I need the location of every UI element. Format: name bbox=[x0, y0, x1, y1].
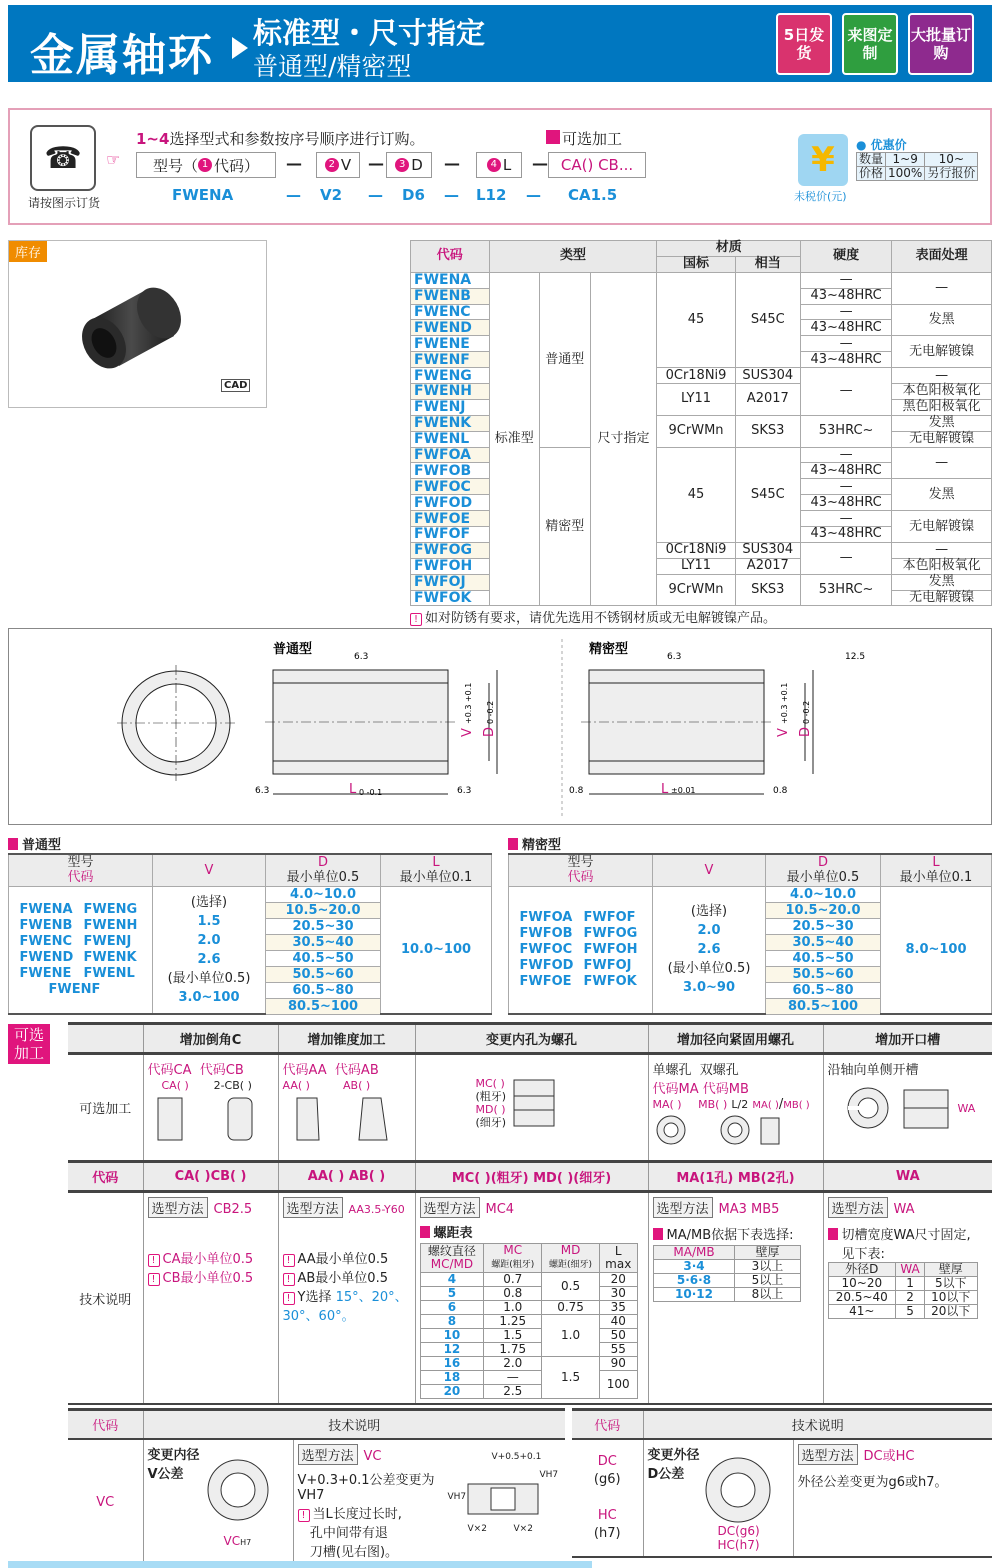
pitch-row: 5 0.8 30 bbox=[420, 1287, 637, 1301]
category-cell: 标准型 bbox=[489, 272, 540, 606]
box-v: 2 V bbox=[316, 152, 360, 178]
precision-label: 精密型 bbox=[589, 642, 629, 657]
slot-width-label: WA bbox=[957, 1101, 976, 1115]
dim-v: V bbox=[776, 728, 791, 737]
code-cell: FWFOB bbox=[411, 463, 490, 479]
table-row: 5·6·8 5以上 bbox=[653, 1274, 800, 1288]
wa-table: 外径D WA 壁厚 10~20 1 5以下 20.5~40 2 10以下 41~ 5 20以下 bbox=[828, 1262, 978, 1319]
vc-tech: 选型方法 VC V+0.3+0.1公差变更为VH7 ! 当L长度过长时, 孔中间带有退 刀槽(见右图)。 V+0.5+0.1 VH7 VH7 V×2 V×2 bbox=[293, 1439, 565, 1565]
thread-tech: 选型方法 MC4 螺距表 螺纹直径 MC/MD MC 螺距(粗牙) MD 螺距(细牙) L max 4 0.7 0.5 20 5 0.8 30 6 1.0 0.75 35 8 1.25 1.0 40 10 1.5 50 12 1.75 55 16 2.0 1.5 90 18 — 100 20 2.5 bbox=[415, 1192, 648, 1405]
optional-tag: 可选加工 bbox=[8, 1024, 50, 1064]
slot-illustration: 沿轴向单侧开槽 WA bbox=[823, 1054, 992, 1162]
collar-photo bbox=[69, 266, 189, 376]
hardness-cell: 43~48HRC bbox=[801, 463, 892, 479]
code-cell: FWENA bbox=[411, 272, 490, 288]
roughness-mark: 12.5 bbox=[845, 652, 866, 662]
dim-v-tol: +0.3 +0.1 bbox=[464, 682, 473, 724]
example-code: FWENA bbox=[172, 186, 234, 204]
row-label-tech: 技术说明 bbox=[79, 1292, 132, 1308]
example-l: L12 bbox=[476, 186, 507, 204]
thread-illustration: MC( ) (粗牙) MD( ) (细牙) bbox=[415, 1054, 648, 1162]
col-hardness: 硬度 bbox=[801, 241, 892, 273]
eq-cell: SKS3 bbox=[735, 415, 800, 447]
col-model: 型号 代码 bbox=[509, 854, 653, 886]
code-cell: FWFOJ bbox=[411, 574, 490, 590]
chamfer-illustration: 代码CA 代码CB CA( ) 2-CB( ) bbox=[143, 1054, 278, 1162]
table-row: 10·12 8以上 bbox=[653, 1288, 800, 1302]
taper-illustration: 代码AA 代码AB AA( ) AB( ) bbox=[278, 1054, 415, 1162]
col-v: V bbox=[153, 854, 266, 886]
col-chamfer: 增加倒角C bbox=[143, 1024, 278, 1054]
vc-code: VC bbox=[96, 1494, 115, 1510]
pointing-hand-icon: ☞ bbox=[106, 150, 121, 169]
example-v: V2 bbox=[320, 186, 343, 204]
product-title: 金属轴环 bbox=[30, 30, 214, 81]
discount-title: ● 优惠价 bbox=[856, 138, 907, 152]
vc-table bbox=[68, 1408, 565, 1566]
surface-cell: 发黑 bbox=[892, 415, 992, 431]
gb-cell: LY11 bbox=[657, 384, 735, 416]
hardness-cell: — bbox=[801, 272, 892, 288]
d-range: 80.5~100 bbox=[266, 998, 381, 1014]
surface-cell: 本色阳极氧化 bbox=[892, 384, 992, 400]
row-label-optional: 可选加工 bbox=[79, 1102, 132, 1117]
chamfer-code: CA( )CB( ) bbox=[143, 1162, 278, 1192]
d-range: 4.0~10.0 bbox=[266, 886, 381, 902]
pitch-row: 16 2.0 1.5 90 bbox=[420, 1357, 637, 1371]
radial-tech: 选型方法 MA3 MB5 MA/MB依据下表选择: MA/MB 壁厚 3·4 3以上 5·6·8 5以上 10·12 8以上 bbox=[648, 1192, 823, 1405]
gb-cell: 45 bbox=[657, 447, 735, 542]
radial-code: MA(1孔) MB(2孔) bbox=[648, 1162, 823, 1192]
ring-end-view bbox=[117, 665, 237, 781]
subtype-cell: 精密型 bbox=[540, 447, 591, 606]
hardness-cell: 53HRC~ bbox=[801, 415, 892, 447]
col-radial-screw: 增加径向紧固用螺孔 bbox=[648, 1024, 823, 1054]
code-cell: FWFOD bbox=[411, 495, 490, 511]
box-l: 4 L bbox=[476, 152, 522, 178]
code-cell: FWENF bbox=[411, 352, 490, 368]
step-range: 1~4 bbox=[136, 130, 170, 148]
slot-tech: 选型方法 WA 切槽宽度WA尺寸固定, 见下表: 外径D WA 壁厚 10~20 1 5以下 20.5~40 2 10以下 41~ 5 20以下 bbox=[823, 1192, 992, 1405]
thread-code: MC( )(粗牙) MD( )(细牙) bbox=[415, 1162, 648, 1192]
col-tech: 技术说明 bbox=[643, 1410, 992, 1440]
badge-custom-drawing: 来图定制 bbox=[842, 13, 898, 75]
gb-cell: 45 bbox=[657, 272, 735, 367]
order-instruction: 1~4选择型式和参数按序号顺序进行订购。 bbox=[136, 130, 425, 148]
roughness-mark: 0.8 bbox=[569, 786, 584, 796]
col-v: V bbox=[653, 854, 766, 886]
v-values: (选择) 2.0 2.6 (最小单位0.5) 3.0~90 bbox=[653, 886, 766, 1014]
surface-cell: 无电解镀镍 bbox=[892, 431, 992, 447]
chamfer-tech: 选型方法 CB2.5 ! CA最小单位0.5 ! CB最小单位0.5 bbox=[143, 1192, 278, 1405]
price-table: 数量 1~9 10~ 价格 100% 另行报价 bbox=[856, 152, 978, 181]
optional-label: 可选加工 bbox=[546, 128, 622, 149]
technical-drawing bbox=[8, 628, 992, 825]
dim-l-tol: ±0.01 bbox=[671, 786, 696, 795]
gb-cell: 0Cr18Ni9 bbox=[657, 542, 735, 558]
taper-drawing bbox=[283, 1093, 408, 1143]
roughness-mark: 6.3 bbox=[354, 652, 369, 662]
taper-code: AA( ) AB( ) bbox=[278, 1162, 415, 1192]
pitch-row: 4 0.7 0.5 20 bbox=[420, 1273, 637, 1287]
gb-cell: 9CrWMn bbox=[657, 574, 735, 606]
code-cell: FWENK bbox=[411, 415, 490, 431]
code-cell: FWFOH bbox=[411, 558, 490, 574]
surface-cell: — bbox=[892, 368, 992, 384]
separator: — bbox=[444, 186, 459, 204]
surface-cell: 本色阳极氧化 bbox=[892, 558, 992, 574]
col-gb: 国标 bbox=[657, 256, 735, 272]
size-table-normal bbox=[8, 853, 492, 1015]
col-type: 类型 bbox=[489, 241, 657, 273]
phone-24-icon: ☎ bbox=[30, 125, 96, 191]
size-section-normal: 普通型 bbox=[8, 834, 61, 853]
col-l: L 最小单位0.1 bbox=[381, 854, 492, 886]
col-model: 型号 代码 bbox=[9, 854, 153, 886]
col-l: L 最小单位0.1 bbox=[881, 854, 992, 886]
l-range: 10.0~100 bbox=[381, 886, 492, 1014]
separator: — bbox=[368, 154, 384, 173]
row-label-code: 代码 bbox=[68, 1162, 143, 1192]
normal-label: 普通型 bbox=[273, 642, 313, 657]
code-cell: FWENG bbox=[411, 368, 490, 384]
separator: — bbox=[368, 186, 383, 204]
col-code: 代码 bbox=[411, 241, 490, 273]
d-range: 60.5~80 bbox=[766, 982, 881, 998]
col-tech: 技术说明 bbox=[143, 1410, 565, 1440]
d-range: 50.5~60 bbox=[766, 966, 881, 982]
taper-tech: 选型方法 AA3.5-Y60 ! AA最小单位0.5 ! AB最小单位0.5 ! Y选择 15°、20°、30°、60°。 bbox=[278, 1192, 415, 1405]
dim-d: D bbox=[482, 726, 497, 737]
yen-icon: ¥ bbox=[798, 134, 848, 186]
d-range: 30.5~40 bbox=[266, 934, 381, 950]
d-range: 30.5~40 bbox=[766, 934, 881, 950]
eq-cell: S45C bbox=[735, 272, 800, 367]
col-surface: 表面处理 bbox=[892, 241, 992, 273]
arrow-right-icon bbox=[232, 37, 248, 59]
roughness-mark: 0.8 bbox=[773, 786, 788, 796]
code-cell: FWFOG bbox=[411, 542, 490, 558]
spec-note: ! 如对防锈有要求，请优先选用不锈钢材质或无电解镀镍产品。 bbox=[410, 607, 776, 626]
badge-bulk-order: 大批量订购 bbox=[908, 13, 974, 75]
code-cell: FWFOK bbox=[411, 590, 490, 606]
hardness-cell: — bbox=[801, 479, 892, 495]
table-row: 41~ 5 20以下 bbox=[828, 1305, 977, 1319]
surface-cell: 黑色阳极氧化 bbox=[892, 399, 992, 415]
dim-d-tol: 0 -0.2 bbox=[486, 700, 495, 724]
separator: — bbox=[286, 154, 302, 173]
phone-caption: 请按图示订货 bbox=[28, 196, 101, 210]
spec-table bbox=[410, 240, 992, 606]
pitch-row: 12 1.75 55 bbox=[420, 1343, 637, 1357]
box-d: 3 D bbox=[386, 152, 432, 178]
col-taper: 增加锥度加工 bbox=[278, 1024, 415, 1054]
product-subtitle: 标准型・尺寸指定 bbox=[253, 16, 486, 50]
col-thread: 变更内孔为螺孔 bbox=[415, 1024, 648, 1054]
surface-cell: — bbox=[892, 542, 992, 558]
code-cell: FWFOF bbox=[411, 527, 490, 543]
eq-cell: SUS304 bbox=[735, 542, 800, 558]
dc-ring-drawing bbox=[688, 1452, 788, 1524]
code-cell: FWFOE bbox=[411, 511, 490, 527]
gb-cell: 9CrWMn bbox=[657, 415, 735, 447]
pitch-row: 20 2.5 bbox=[420, 1385, 637, 1399]
eq-cell: A2017 bbox=[735, 558, 800, 574]
gb-cell: 0Cr18Ni9 bbox=[657, 368, 735, 384]
model-codes: FWENA FWENG FWENB FWENH FWENC FWENJ FWEND FWENK FWENE FWENL FWENF bbox=[9, 886, 153, 1014]
surface-cell: 发黑 bbox=[892, 479, 992, 511]
subtype-cell: 普通型 bbox=[540, 272, 591, 447]
pitch-row: 6 1.0 0.75 35 bbox=[420, 1301, 637, 1315]
col-code: 代码 bbox=[572, 1410, 643, 1440]
eq-cell: SUS304 bbox=[735, 368, 800, 384]
chamfer-drawing bbox=[148, 1093, 273, 1143]
model-codes: FWFOA FWFOF FWFOB FWFOG FWFOC FWFOH FWFOD FWFOJ FWFOE FWFOK bbox=[509, 886, 653, 1014]
roughness-mark: 6.3 bbox=[255, 786, 270, 796]
dim-v: V bbox=[460, 728, 475, 737]
vc-illustration: 变更内径 V公差 VCH7 bbox=[143, 1439, 293, 1565]
dim-l-tol: 0 -0.1 bbox=[359, 788, 383, 797]
hardness-cell: 53HRC~ bbox=[801, 574, 892, 606]
code-cell: FWEND bbox=[411, 320, 490, 336]
size-table-precision bbox=[508, 853, 992, 1015]
d-range: 4.0~10.0 bbox=[766, 886, 881, 902]
method-cell: 尺寸指定 bbox=[590, 272, 657, 606]
code-cell: FWFOC bbox=[411, 479, 490, 495]
badge-5-day-delivery: 5日发货 bbox=[776, 13, 832, 75]
dim-v-tol: +0.3 +0.1 bbox=[780, 682, 789, 724]
surface-cell: — bbox=[892, 447, 992, 479]
surface-cell: 发黑 bbox=[892, 574, 992, 590]
d-range: 10.5~20.0 bbox=[266, 902, 381, 918]
table-row: 10~20 1 5以下 bbox=[828, 1277, 977, 1291]
pitch-row: 10 1.5 50 bbox=[420, 1329, 637, 1343]
col-eq: 相当 bbox=[735, 256, 800, 272]
optional-processing-table bbox=[68, 1022, 992, 1405]
l-range: 8.0~100 bbox=[881, 886, 992, 1014]
price-caption: 未税价(元) bbox=[794, 190, 847, 203]
stock-tag: 库存 bbox=[9, 241, 47, 262]
example-optional: CA1.5 bbox=[568, 186, 618, 204]
surface-cell: 无电解镀镍 bbox=[892, 336, 992, 368]
page-header bbox=[8, 5, 992, 82]
size-section-precision: 精密型 bbox=[508, 834, 561, 853]
code-cell: FWENC bbox=[411, 304, 490, 320]
col-code: 代码 bbox=[68, 1410, 143, 1440]
hardness-cell: 43~48HRC bbox=[801, 352, 892, 368]
box-model-code: 型号（ 1 代码） bbox=[136, 152, 276, 178]
slot-drawing bbox=[828, 1078, 958, 1138]
radial-screw-drawing bbox=[653, 1112, 818, 1146]
d-range: 40.5~50 bbox=[766, 950, 881, 966]
d-range: 80.5~100 bbox=[766, 998, 881, 1014]
eq-cell: S45C bbox=[735, 447, 800, 542]
roughness-mark: 6.3 bbox=[667, 652, 682, 662]
pitch-row: 8 1.25 1.0 40 bbox=[420, 1315, 637, 1329]
dim-d: D bbox=[798, 726, 813, 737]
col-d: D 最小单位0.5 bbox=[266, 854, 381, 886]
product-types: 普通型/精密型 bbox=[253, 52, 412, 81]
pitch-row: 18 — 100 bbox=[420, 1371, 637, 1385]
d-range: 60.5~80 bbox=[266, 982, 381, 998]
code-cell: FWFOA bbox=[411, 447, 490, 463]
surface-cell: 发黑 bbox=[892, 304, 992, 336]
box-optional: CA() CB... bbox=[548, 152, 646, 178]
hardness-cell: — bbox=[801, 447, 892, 463]
d-range: 50.5~60 bbox=[266, 966, 381, 982]
pitch-table: 螺纹直径 MC/MD MC 螺距(粗牙) MD 螺距(细牙) L max 4 0.7 0.5 20 5 0.8 30 6 1.0 0.75 35 8 1.25 1.0 40 10 1.5 50 12 1.75 55 16 2.0 1.5 90 18 — 100 20 2.5 bbox=[420, 1243, 638, 1399]
eq-cell: A2017 bbox=[735, 384, 800, 416]
product-image bbox=[8, 240, 267, 408]
cad-badge[interactable]: CAD bbox=[221, 379, 250, 392]
eq-cell: SKS3 bbox=[735, 574, 800, 606]
example-d: D6 bbox=[402, 186, 425, 204]
code-cell: FWENH bbox=[411, 384, 490, 400]
col-slot: 增加开口槽 bbox=[823, 1024, 992, 1054]
ma-mb-table: MA/MB 壁厚 3·4 3以上 5·6·8 5以上 10·12 8以上 bbox=[653, 1245, 801, 1302]
surface-cell: 无电解镀镍 bbox=[892, 590, 992, 606]
dc-tech: 选型方法 DC或HC 外径公差变更为g6或h7。 bbox=[793, 1439, 992, 1557]
dc-illustration: 变更外径 D公差 DC(g6) HC(h7) bbox=[643, 1439, 793, 1557]
d-range: 40.5~50 bbox=[266, 950, 381, 966]
dc-hc-table bbox=[572, 1408, 992, 1558]
hardness-cell: 43~48HRC bbox=[801, 288, 892, 304]
hardness-cell: 43~48HRC bbox=[801, 320, 892, 336]
hardness-cell: — bbox=[801, 542, 892, 574]
relief-groove-drawing: V+0.5+0.1 VH7 VH7 V×2 V×2 bbox=[447, 1452, 559, 1534]
surface-cell: 无电解镀镍 bbox=[892, 511, 992, 543]
footer-bar bbox=[8, 1561, 592, 1568]
separator: — bbox=[286, 186, 301, 204]
hardness-cell: 43~48HRC bbox=[801, 495, 892, 511]
dim-l: L bbox=[349, 782, 357, 797]
radial-screw-illustration: 单螺孔 双螺孔 代码MA 代码MB MA( ) MB( ) L/2 MA( )/MB( ) bbox=[648, 1054, 823, 1162]
d-range: 10.5~20.0 bbox=[766, 902, 881, 918]
code-cell: FWENB bbox=[411, 288, 490, 304]
d-range: 20.5~30 bbox=[266, 918, 381, 934]
code-cell: FWENJ bbox=[411, 399, 490, 415]
thread-drawing bbox=[506, 1078, 556, 1128]
dc-hc-codes: DC (g6) HC (h7) bbox=[593, 1454, 621, 1541]
table-row: 3·4 3以上 bbox=[653, 1260, 800, 1274]
d-range: 20.5~30 bbox=[766, 918, 881, 934]
slot-code: WA bbox=[823, 1162, 992, 1192]
surface-cell: — bbox=[892, 272, 992, 304]
separator: — bbox=[444, 154, 460, 173]
drawing-svg bbox=[9, 629, 993, 826]
hardness-cell: — bbox=[801, 511, 892, 527]
v-values: (选择) 1.5 2.0 2.6 (最小单位0.5) 3.0~100 bbox=[153, 886, 266, 1014]
vc-ring-drawing bbox=[188, 1452, 288, 1534]
order-guide bbox=[8, 108, 992, 225]
code-cell: FWENL bbox=[411, 431, 490, 447]
hardness-cell: — bbox=[801, 336, 892, 352]
hardness-cell: — bbox=[801, 304, 892, 320]
dim-l: L bbox=[661, 782, 669, 797]
separator: — bbox=[532, 154, 548, 173]
col-material: 材质 bbox=[657, 241, 801, 257]
table-row: 20.5~40 2 10以下 bbox=[828, 1291, 977, 1305]
separator: — bbox=[526, 186, 541, 204]
col-d: D 最小单位0.5 bbox=[766, 854, 881, 886]
hardness-cell: 43~48HRC bbox=[801, 527, 892, 543]
roughness-mark: 6.3 bbox=[457, 786, 472, 796]
gb-cell: LY11 bbox=[657, 558, 735, 574]
code-cell: FWENE bbox=[411, 336, 490, 352]
dim-d-tol: 0 -0.2 bbox=[802, 700, 811, 724]
hardness-cell: — bbox=[801, 368, 892, 416]
